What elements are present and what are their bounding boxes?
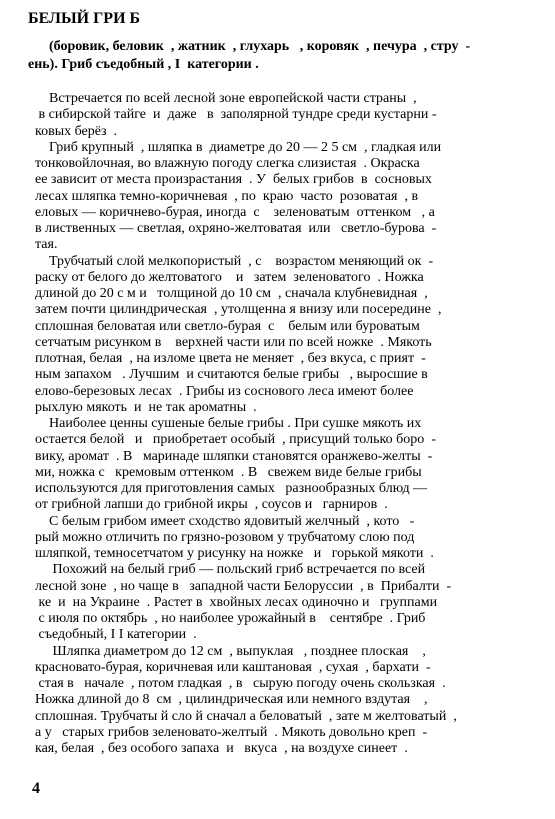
body-line: рыхлую мякоть и не так ароматны . xyxy=(28,399,257,415)
body-line: ным запахом . Лучшим и считаются белые грибы , выросшие в xyxy=(28,367,428,383)
body-line: лесах шляпка темно-коричневая , по краю часто розоватая , в xyxy=(28,188,419,204)
body-line: красновато-бурая, коричневая или каштановая , сухая , бархати - xyxy=(28,659,431,675)
body-line: раску от белого до желтоватого и затем зеленоватого . Ножка xyxy=(28,269,424,285)
body-line: остается белой и приобретает особый , присущий только боро - xyxy=(28,432,436,448)
body-line: еловых — коричнево-бурая, иногда с зеленоватым оттенком , а xyxy=(28,204,435,220)
subtitle-line: ень). Гриб съедобный , I категории . xyxy=(28,57,259,72)
page-title: БЕЛЫЙ ГРИ Б xyxy=(28,10,141,27)
body-line: Ножка длиной до 8 см , цилиндрическая или немного вздутая , xyxy=(28,692,428,708)
body-line: лесной зоне , но чаще в западной части Белоруссии , в Прибалти - xyxy=(28,578,452,594)
body-line: Наиболее ценны сушеные белые грибы . При сушке мякоть их xyxy=(28,416,422,431)
mushroom-synonyms-subtitle xyxy=(28,38,548,74)
body-line: шляпкой, темносетчатом у рисунку на ножке и горькой мякоти . xyxy=(28,546,434,561)
body-line: затем почти цилиндрическая , утолщенна я внизу или посередине , xyxy=(28,302,442,318)
body-line: в сибирской тайге и даже в заполярной тундре среди кустарни - xyxy=(28,107,437,123)
body-line: Встречается по всей лесной зоне европейской части страны , xyxy=(28,91,417,106)
body-line: ковых берёз . xyxy=(28,123,118,139)
body-line: используются для приготовления самых разнообразных блюд — xyxy=(28,481,428,496)
subtitle-line: (боровик, беловик , жатник , глухарь , коровяк , печура , стру - xyxy=(28,39,471,54)
body-line: съедобный, I I категории . xyxy=(28,627,197,643)
body-line: С белым грибом имеет сходство ядовитый желчный , кото - xyxy=(28,513,415,529)
body-line: рый можно отличить по грязно-розовом у трубчатому слою под xyxy=(28,529,415,545)
body-line: Похожий на белый гриб — польский гриб встречается по всей xyxy=(28,562,426,578)
body-line: стая в начале , потом гладкая , в сырую погоду очень скользкая . xyxy=(28,676,446,691)
body-line: длиной до 20 с м и толщиной до 10 см , сначала клубневидная , xyxy=(28,286,428,301)
body-line: ке и на Украине . Растет в хвойных лесах одиночно и группами xyxy=(28,594,438,610)
body-line: ее зависит от места произрастания . У белых грибов в сосновых xyxy=(28,172,432,188)
body-line: елово-березовых лесах . Грибы из соснового леса имеют более xyxy=(28,383,414,399)
body-line: сетчатым рисунком в верхней части или по всей ножке . Мякоть xyxy=(28,334,432,350)
body-line: сплошная. Трубчаты й сло й сначал а беловатый , зате м желтоватый , xyxy=(28,708,457,724)
body-line: Гриб крупный , шляпка в диаметре до 20 — 2 5 см , гладкая или xyxy=(28,139,442,155)
body-line: вику, аромат . В маринаде шляпки становятся оранжево-желты - xyxy=(28,448,433,464)
body-line: тая. xyxy=(28,237,58,253)
body-line: а у старых грибов зеленовато-желтый . Мякоть довольно креп - xyxy=(28,724,428,740)
body-line: тонковойлочная, во влажную погоду слегка слизистая . Окраска xyxy=(28,156,420,171)
body-line: ми, ножка с кремовым оттенком . В свежем виде белые грибы xyxy=(28,464,422,480)
page-number: 4 xyxy=(32,780,40,797)
body-line: от грибной лапши до грибной икры , соусов и гарниров . xyxy=(28,497,388,513)
body-line: в лиственных — светлая, охряно-желтоватая или светло-бурова - xyxy=(28,221,437,236)
body-line: Трубчатый слой мелкопористый , с возрастом меняющий ок - xyxy=(28,253,434,269)
body-line: Шляпка диаметром до 12 см , выпуклая , позднее плоская , xyxy=(28,643,426,659)
body-line: с июля по октябрь , но наиболее урожайный в сентябре . Гриб xyxy=(28,611,426,626)
body-line: кая, белая , без особого запаха и вкуса , на воздухе синеет . xyxy=(28,741,408,756)
body-line: сплошная беловатая или светло-бурая с белым или буроватым xyxy=(28,318,420,334)
body-line: плотная, белая , на изломе цвета не меняет , без вкуса, с прият - xyxy=(28,351,426,366)
article-body xyxy=(28,91,553,757)
